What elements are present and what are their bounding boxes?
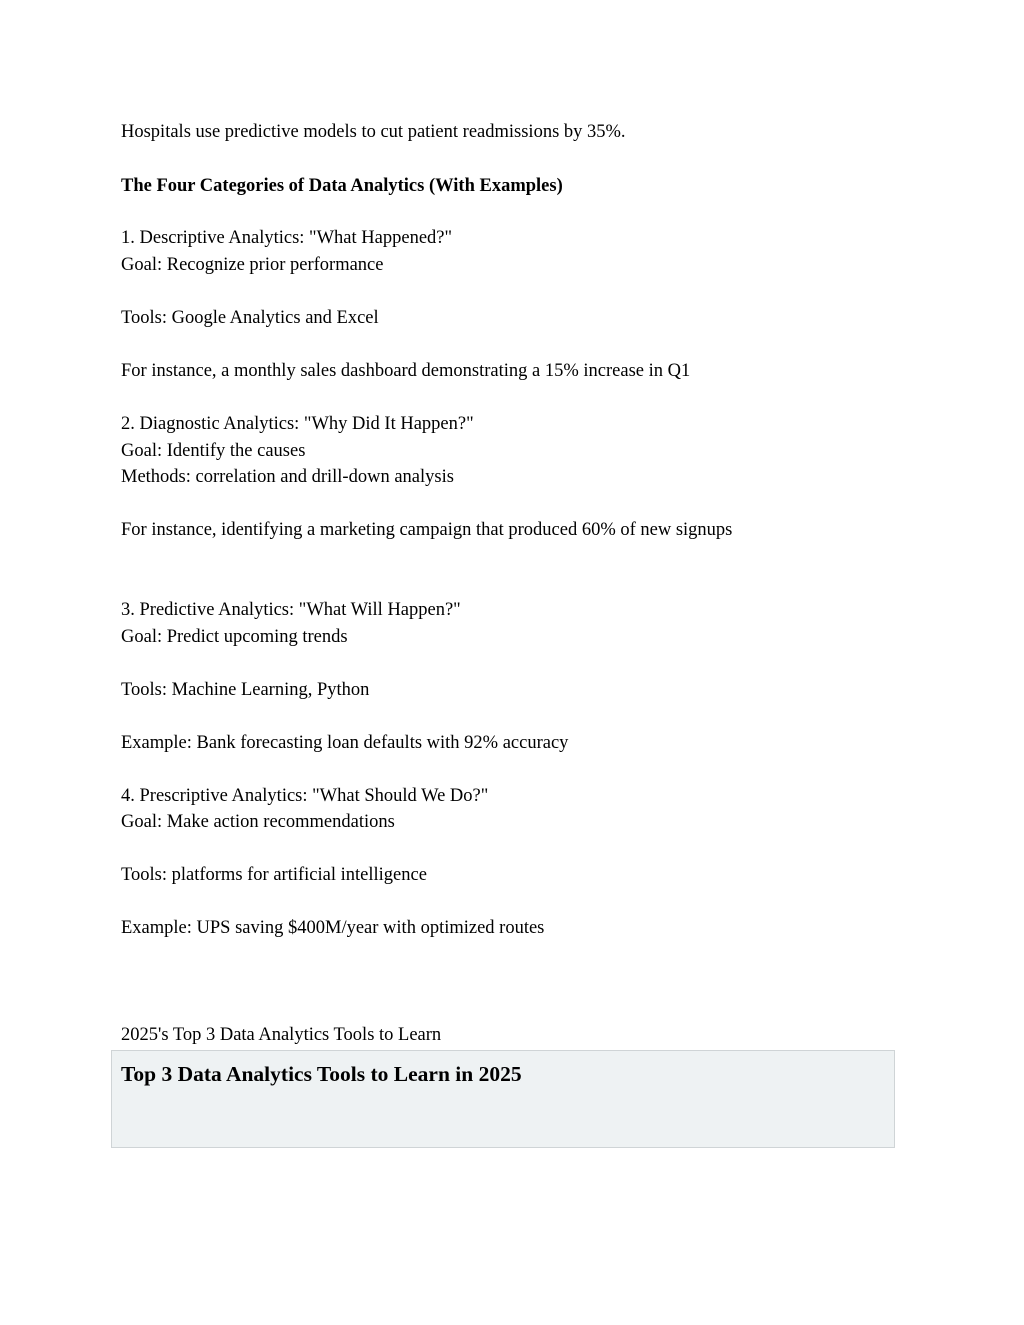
category-title-diagnostic: 2. Diagnostic Analytics: "Why Did It Happen?" bbox=[121, 414, 474, 434]
category-example-prescriptive: Example: UPS saving $400M/year with optimized routes bbox=[121, 918, 545, 938]
tools-table bbox=[111, 1050, 895, 1148]
category-goal-descriptive: Goal: Recognize prior performance bbox=[121, 255, 384, 275]
category-example-descriptive: For instance, a monthly sales dashboard demonstrating a 15% increase in Q1 bbox=[121, 361, 691, 381]
category-methods-diagnostic: Methods: correlation and drill-down analysis bbox=[121, 467, 454, 487]
category-goal-diagnostic: Goal: Identify the causes bbox=[121, 441, 306, 461]
intro-paragraph: Hospitals use predictive models to cut patient readmissions by 35%. bbox=[121, 122, 626, 142]
category-goal-predictive: Goal: Predict upcoming trends bbox=[121, 627, 348, 647]
category-tools-prescriptive: Tools: platforms for artificial intelligence bbox=[121, 865, 427, 885]
category-tools-descriptive: Tools: Google Analytics and Excel bbox=[121, 308, 379, 328]
category-title-prescriptive: 4. Prescriptive Analytics: "What Should We Do?" bbox=[121, 786, 489, 806]
category-example-diagnostic: For instance, identifying a marketing campaign that produced 60% of new signups bbox=[121, 520, 733, 540]
tools-table-title: Top 3 Data Analytics Tools to Learn in 2025 bbox=[121, 1062, 522, 1086]
category-title-descriptive: 1. Descriptive Analytics: "What Happened?" bbox=[121, 228, 453, 248]
category-title-predictive: 3. Predictive Analytics: "What Will Happen?" bbox=[121, 600, 461, 620]
category-goal-prescriptive: Goal: Make action recommendations bbox=[121, 812, 395, 832]
section-heading: The Four Categories of Data Analytics (With Examples) bbox=[121, 176, 563, 196]
tools-intro-line: 2025's Top 3 Data Analytics Tools to Learn bbox=[121, 1025, 442, 1045]
category-example-predictive: Example: Bank forecasting loan defaults with 92% accuracy bbox=[121, 733, 569, 753]
category-tools-predictive: Tools: Machine Learning, Python bbox=[121, 680, 370, 700]
